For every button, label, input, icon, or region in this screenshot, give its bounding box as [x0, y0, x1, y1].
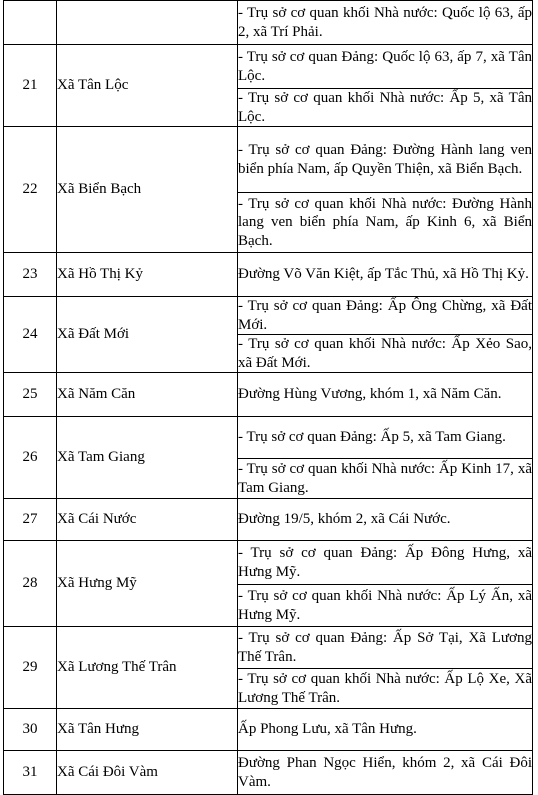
- commune-name: Xã Tân Lộc: [57, 45, 238, 127]
- row-number: 25: [4, 373, 57, 417]
- commune-name: Xã Cái Đôi Vàm: [57, 751, 238, 795]
- table-row: [4, 373, 533, 417]
- headquarters-address: - Trụ sở cơ quan khối Nhà nước: Quốc lộ 63, ấp 2, xã Trí Phải.: [238, 1, 533, 45]
- headquarters-address: - Trụ sở cơ quan Đảng: Ấp Ông Chừng, xã Đất Mới.: [238, 298, 532, 333]
- table-row: [4, 253, 533, 297]
- row-number: 31: [4, 751, 57, 795]
- row-number: 21: [4, 45, 57, 127]
- commune-name: Xã Tam Giang: [57, 417, 238, 499]
- row-number: 28: [4, 541, 57, 627]
- table-row: [4, 541, 533, 585]
- headquarters-address: Ấp Phong Lưu, xã Tân Hưng.: [238, 709, 533, 751]
- table-row: [4, 297, 533, 335]
- commune-name: Xã Biển Bạch: [57, 127, 238, 253]
- commune-name: Xã Tân Hưng: [57, 709, 238, 751]
- row-number: 27: [4, 499, 57, 541]
- table-row: [4, 709, 533, 751]
- table-row: [4, 1, 533, 45]
- table-row: [4, 417, 533, 459]
- headquarters-address: Đường Hùng Vương, khóm 1, xã Năm Căn.: [238, 373, 533, 417]
- commune-name: [57, 1, 238, 45]
- commune-name: Xã Hồ Thị Kỷ: [57, 253, 238, 297]
- commune-address-table: [3, 0, 533, 795]
- headquarters-address: Đường Võ Văn Kiệt, ấp Tắc Thủ, xã Hồ Thị Kỷ.: [238, 253, 533, 297]
- table-row: [4, 499, 533, 541]
- commune-name: Xã Lương Thế Trân: [57, 627, 238, 709]
- headquarters-address: Đường 19/5, khóm 2, xã Cái Nước.: [238, 499, 533, 541]
- headquarters-address: - Trụ sở cơ quan khối Nhà nước: Ấp Xẻo Sao, xã Đất Mới.: [238, 336, 532, 371]
- headquarters-address: - Trụ sở cơ quan khối Nhà nước: Ấp Lý Ấn, xã Hưng Mỹ.: [238, 585, 533, 627]
- headquarters-address: - Trụ sở cơ quan khối Nhà nước: Ấp Lộ Xe, Xã Lương Thế Trân.: [238, 669, 533, 709]
- headquarters-address: Đường Phan Ngọc Hiển, khóm 2, xã Cái Đôi Vàm.: [238, 751, 533, 795]
- table-row: [4, 627, 533, 669]
- row-number: 22: [4, 127, 57, 253]
- row-number: [4, 1, 57, 45]
- headquarters-address: - Trụ sở cơ quan khối Nhà nước: Ấp Kinh 17, xã Tam Giang.: [238, 459, 533, 499]
- headquarters-address: - Trụ sở cơ quan Đảng: Ấp 5, xã Tam Giang.: [238, 417, 533, 459]
- commune-name: Xã Năm Căn: [57, 373, 238, 417]
- table-row: [4, 751, 533, 795]
- commune-name: Xã Đất Mới: [57, 297, 238, 373]
- headquarters-address: - Trụ sở cơ quan Đảng: Đường Hành lang ven biển phía Nam, ấp Quyền Thiện, xã Biển Bạch.: [238, 127, 533, 193]
- table-row: [4, 127, 533, 193]
- table-row: [4, 45, 533, 89]
- table-body: [4, 1, 533, 795]
- headquarters-address: - Trụ sở cơ quan khối Nhà nước: Đường Hành lang ven biển phía Nam, ấp Kinh 6, xã Biển Bạch.: [238, 193, 533, 253]
- headquarters-address: - Trụ sở cơ quan Đảng: Ấp Sở Tại, Xã Lương Thế Trân.: [238, 627, 533, 669]
- headquarters-address: - Trụ sở cơ quan Đảng: Ấp Đông Hưng, xã Hưng Mỹ.: [238, 541, 533, 585]
- commune-name: Xã Cái Nước: [57, 499, 238, 541]
- headquarters-address: - Trụ sở cơ quan Đảng: Quốc lộ 63, ấp 7, xã Tân Lộc.: [238, 45, 533, 89]
- row-number: 24: [4, 297, 57, 373]
- commune-name: Xã Hưng Mỹ: [57, 541, 238, 627]
- row-number: 30: [4, 709, 57, 751]
- row-number: 23: [4, 253, 57, 297]
- headquarters-address: - Trụ sở cơ quan khối Nhà nước: Ấp 5, xã Tân Lộc.: [238, 90, 532, 125]
- row-number: 29: [4, 627, 57, 709]
- row-number: 26: [4, 417, 57, 499]
